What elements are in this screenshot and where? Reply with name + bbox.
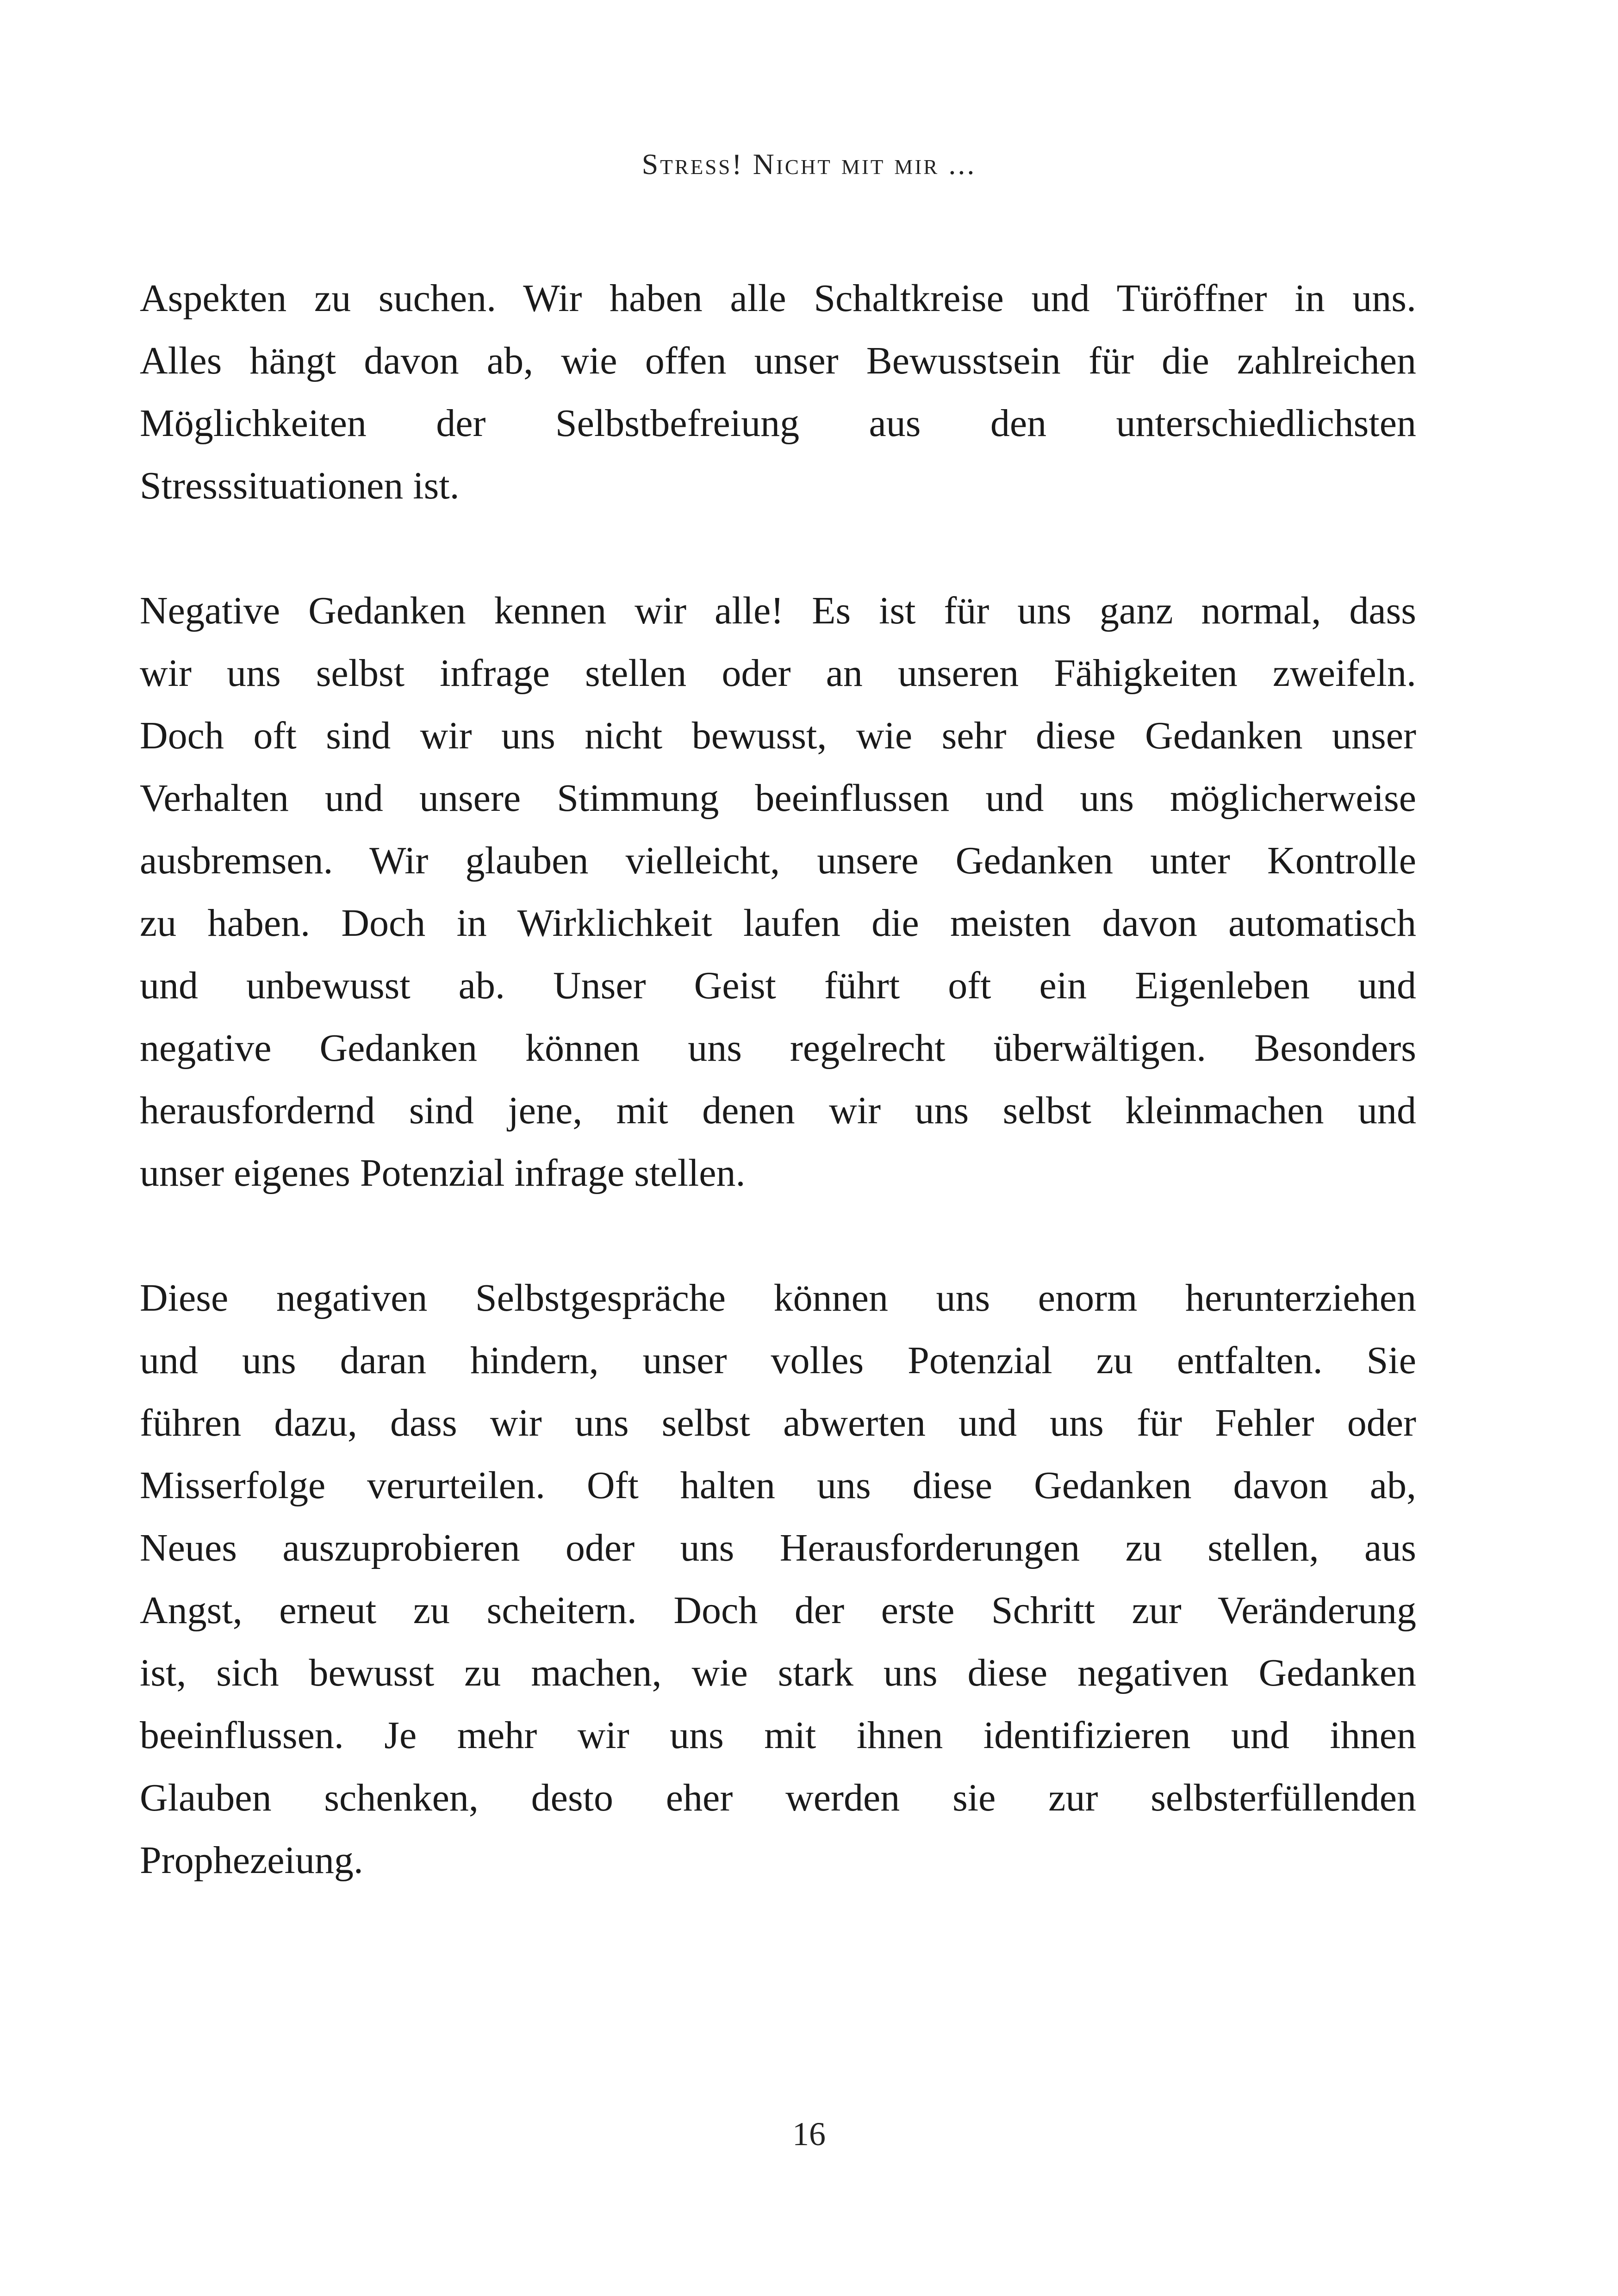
text-line: unser eigenes Potenzial infrage stellen. [140, 1151, 746, 1195]
text-line: Diese negativen Selbstgespräche können uns enorm herunterziehen [140, 1276, 1416, 1319]
text-line: führen dazu, dass wir uns selbst abwerten und uns für Fehler oder [140, 1401, 1416, 1444]
text-line: wir uns selbst infrage stellen oder an unseren Fähigkeiten zweifeln. [140, 652, 1416, 695]
text-line: ist, sich bewusst zu machen, wie stark uns diese negativen Gedanken [140, 1651, 1416, 1694]
text-line: zu haben. Doch in Wirklichkeit laufen die meisten davon automatisch [140, 902, 1416, 945]
text-line: negative Gedanken können uns regelrecht überwältigen. Besonders [140, 1027, 1416, 1070]
text-line: und unbewusst ab. Unser Geist führt oft ein Eigenleben und [140, 964, 1416, 1007]
text-line: beeinflussen. Je mehr wir uns mit ihnen identifizieren und ihnen [140, 1714, 1416, 1757]
page-number: 16 [792, 2116, 826, 2153]
text-line: Glauben schenken, desto eher werden sie zur selbsterfüllenden [140, 1776, 1416, 1819]
paragraph [140, 1267, 1416, 1892]
text-line: Stresssituationen ist. [140, 464, 460, 507]
text-line: Misserfolge verurteilen. Oft halten uns diese Gedanken davon ab, [140, 1464, 1416, 1507]
text-line: herausfordernd sind jene, mit denen wir uns selbst kleinmachen und [140, 1089, 1416, 1132]
text-line: Alles hängt davon ab, wie offen unser Bewusstsein für die zahlreichen [140, 339, 1416, 382]
text-line: Verhalten und unsere Stimmung beeinflussen und uns möglicherweise [140, 777, 1416, 820]
text-line: und uns daran hindern, unser volles Potenzial zu entfalten. Sie [140, 1339, 1416, 1382]
text-line: Negative Gedanken kennen wir alle! Es ist für uns ganz normal, dass [140, 589, 1416, 632]
text-line: Doch oft sind wir uns nicht bewusst, wie sehr diese Gedanken unser [140, 714, 1416, 757]
paragraph [140, 579, 1416, 1204]
text-line: Neues auszuprobieren oder uns Herausforderungen zu stellen, aus [140, 1526, 1416, 1569]
text-line: Angst, erneut zu scheitern. Doch der erste Schritt zur Veränderung [140, 1589, 1416, 1632]
text-line: ausbremsen. Wir glauben vielleicht, unsere Gedanken unter Kontrolle [140, 839, 1416, 882]
paragraph [140, 267, 1416, 517]
running-header: Stress! Nicht mit mir ... [641, 148, 977, 180]
body-text [140, 267, 1416, 1954]
text-line: Prophezeiung. [140, 1839, 363, 1882]
text-line: Möglichkeiten der Selbstbefreiung aus den unterschiedlichsten [140, 402, 1416, 445]
text-line: Aspekten zu suchen. Wir haben alle Schaltkreise und Türöffner in uns. [140, 277, 1416, 320]
